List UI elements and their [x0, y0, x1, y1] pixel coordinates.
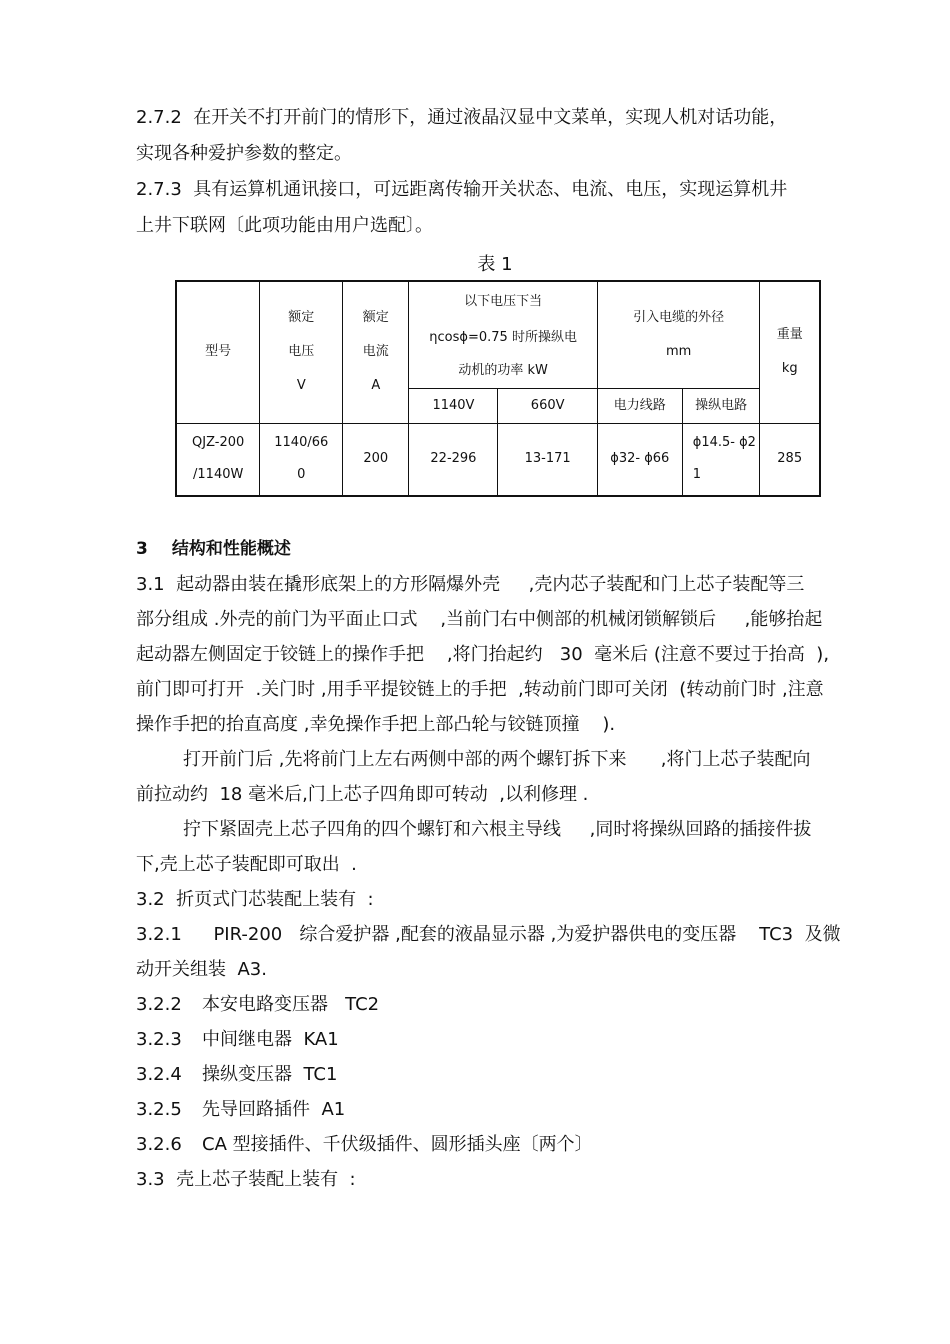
s32-line: 3.2 折页式门芯装配上装有 : [136, 889, 374, 910]
header-voltage: 额定 电压 V [260, 281, 343, 423]
s321-line2: 动开关组装 A3. [136, 959, 267, 980]
list-item: 3.2.6 CA 型接插件、千伏级插件、圆形插头座〔两个〕 [136, 1134, 593, 1155]
s31-line1: 3.1 起动器由装在撬形底架上的方形隔爆外壳 ,壳内芯子装配和门上芯子装配等三 [136, 574, 805, 595]
para2-line2: 前拉动约 18 毫米后,门上芯子四角即可转动 ,以利修理 . [136, 784, 589, 805]
para-2-7-2-line1: 2.7.2 在开关不打开前门的情形下，通过液晶汉显中文菜单，实现人机对话功能， [136, 107, 788, 128]
s31-line4: 前门即可打开 .关门时 ,用手平提铰链上的手把 ,转动前门即可关闭 (转动前门时 ,注意 [136, 679, 824, 700]
header-current: 额定 电流 A [343, 281, 409, 423]
header-cable-power: 电力线路 [597, 388, 682, 423]
spec-table [175, 280, 821, 497]
para-2-7-3-line1: 2.7.3 具有运算机通讯接口，可远距离传输开关状态、电流、电压，实现运算机井 [136, 179, 788, 200]
header-cable-group: 引入电缆的外径 mm [597, 281, 760, 388]
cell-model: QJZ-200 /1140W [176, 423, 260, 496]
cell-cable-control: ϕ14.5- ϕ2 1 [682, 423, 760, 496]
s321-number: 3.2.1 [136, 924, 182, 945]
para3-line1: 拧下紧固壳上芯子四角的四个螺钉和六根主导线 ,同时将操纵回路的插接件拔 [183, 819, 812, 840]
s321-line1 [136, 923, 841, 947]
cell-power-1140: 22-296 [409, 423, 498, 496]
para2-line1: 打开前门后 ,先将前门上左右两侧中部的两个螺钉拆下来 ,将门上芯子装配向 [183, 749, 811, 770]
header-power-group: 以下电压下当 ηcosϕ=0.75 时所操纵电 动机的功率 kW [409, 281, 597, 388]
table-row [176, 423, 820, 496]
header-power-660: 660V [498, 388, 597, 423]
s33-line: 3.3 壳上芯子装配上装有 : [136, 1169, 356, 1190]
list-item: 3.2.4 操纵变压器 TC1 [136, 1064, 338, 1085]
list-item: 3.2.2 本安电路变压器 TC2 [136, 994, 380, 1015]
cell-current: 200 [343, 423, 409, 496]
cell-cable-power: ϕ32- ϕ66 [597, 423, 682, 496]
header-model: 型号 [176, 281, 260, 423]
s321-text: PIR-200 综合爱护器 ,配套的液晶显示器 ,为爱护器供电的变压器 TC3 及微 [202, 924, 841, 945]
cell-voltage: 1140/66 0 [260, 423, 343, 496]
table-caption: 表 1 [477, 254, 513, 275]
s31-line5: 操作手把的抬直高度 ,幸免操作手把上部凸轮与铰链顶撞 ). [136, 714, 616, 735]
para-2-7-2-line2: 实现各种爱护参数的整定。 [136, 143, 352, 164]
list-item: 3.2.5 先导回路插件 A1 [136, 1099, 346, 1120]
cell-power-660: 13-171 [498, 423, 597, 496]
s31-line2: 部分组成 .外壳的前门为平面止口式 ,当前门右中侧部的机械闭锁解锁后 ,能够抬起 [136, 609, 823, 630]
section-3-title: 结构和性能概述 [171, 539, 291, 559]
header-cable-control: 操纵电路 [682, 388, 760, 423]
header-power-1140: 1140V [409, 388, 498, 423]
para3-line2: 下,壳上芯子装配即可取出 . [136, 854, 357, 875]
s31-line3: 起动器左侧固定于铰链上的操作手把 ,将门抬起约 30 毫米后 (注意不要过于抬高 ), [136, 644, 830, 665]
header-weight: 重量 kg [760, 281, 820, 423]
section-3-heading [136, 537, 291, 561]
list-item: 3.2.3 中间继电器 KA1 [136, 1029, 339, 1050]
section-3-number: 3 [136, 539, 148, 559]
para-2-7-3-line2: 上井下联网〔此项功能由用户选配〕。 [136, 215, 433, 236]
cell-weight: 285 [760, 423, 820, 496]
